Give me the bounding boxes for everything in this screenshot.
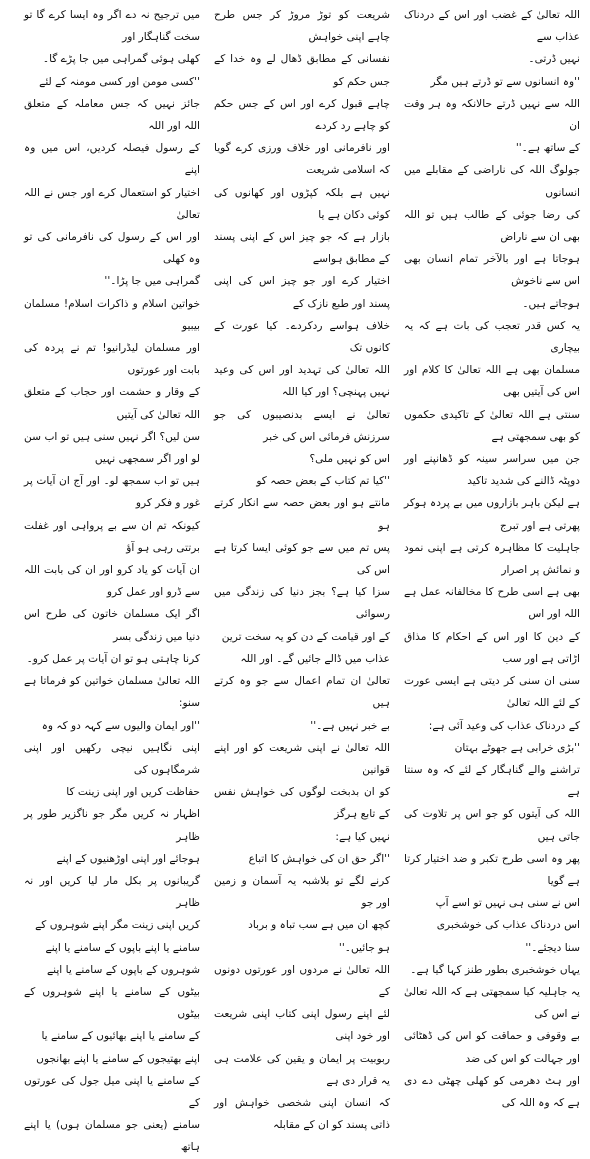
text-line: ربوبیت پر ایمان و یقین کی علامت ہی یہ قرار دی ہے (214, 1052, 390, 1087)
text-line: جائز نہیں کہ جس معاملہ کے متعلق اللہ اور اللہ (24, 97, 200, 133)
text-line: نہیں کیا ہے: (335, 830, 390, 843)
text-line: جن میں سراسر سینہ کو ڈھانپنے اور دوپٹہ ڈالنے کی شدید تاکید (404, 453, 580, 488)
text-line: ان آیات کو یاد کرو اور ان کی بابت اللہ سے ڈرو اور عمل کرو (24, 564, 200, 599)
text-columns (6, 4, 584, 1154)
text-line: جاہلیت کا مظاہرہ کرتی ہے اپنی نمود و نمائش پر اصرار (404, 541, 580, 577)
text-line: اپنی نگاہیں نیچی رکھیں اور اپنی شرمگاہوں کی (24, 741, 200, 776)
text-line: اس کو نہیں ملی؟ (309, 453, 390, 466)
text-column-left (20, 4, 204, 1154)
text-line: بے خبر نہیں ہے۔'' (310, 719, 390, 732)
text-line: لئے اپنے رسول اپنی کتاب اپنی شریعت اور خود اپنی (214, 1008, 390, 1043)
text-line: اللہ تعالیٰ نے اپنی شریعت کو اور اپنے قوانین (214, 741, 390, 776)
column-gutter (204, 4, 210, 759)
text-line: کی رضا جوئی کے طالب ہیں تو اللہ بھی ان سے ناراض (404, 208, 580, 244)
text-line: یہ جاہلیہ کیا سمجھتی ہے کہ اللہ تعالیٰ نے اس کی (404, 985, 580, 1021)
text-line: اور ہٹ دھرمی کو کھلی چھٹی دے دی ہے کہ وہ اللہ کی (404, 1074, 580, 1109)
text-line: مانتے ہو اور بعض حصہ سے انکار کرتے ہو (214, 497, 390, 532)
text-line: کریں اپنی زینت مگر اپنے شوہروں کے (35, 919, 200, 932)
text-line: اس نے سنی ہی نہیں تو اسے آپ (435, 897, 580, 910)
text-line: بیٹوں کے سامنے یا اپنے شوہروں کے بیٹوں (24, 985, 200, 1021)
text-line: کے وقار و حشمت اور حجاب کے متعلق اللہ تعالیٰ کی آیتیں (24, 386, 200, 421)
text-line: تعالیٰ ان تمام اعمال سے جو وہ کرتے ہیں (214, 675, 390, 710)
text-line: ''کیا تم کتاب کے بعض حصہ کو (256, 475, 390, 488)
text-line: کچھ ان میں ہے سب تباہ و برباد (248, 919, 390, 932)
text-line: کرنے لگے تو بلاشبہ یہ آسمان و زمین اور جو (214, 874, 390, 910)
text-line: نہیں ہے بلکہ کپڑوں اور کھانوں کی کوئی دکان ہے یا (214, 186, 390, 221)
text-line: تعالیٰ نے ایسے بدنصیبوں کی جو سرزنش فرمائی اس کی خبر (214, 408, 390, 443)
text-line: پس تم میں سے جو کوئی ایسا کرتا ہے اس کی (214, 541, 390, 577)
text-line: کے رسول فیصلہ کردیں، اس میں وہ اپنے (24, 142, 200, 177)
text-line: اظہار نہ کریں مگر جو ناگزیر طور پر ظاہر (24, 808, 200, 843)
text-line: اختیار کو استعمال کرے اور جس نے اللہ تعالیٰ (24, 186, 200, 221)
text-line: یہاں خوشخبری بطور طنز کہا گیا ہے۔ (410, 963, 580, 976)
text-line: کھلی ہوئی گمراہی میں جا پڑے گا۔ (42, 53, 200, 66)
text-line: سامنے (یعنی جو مسلمان ہوں) یا اپنے ہاتھ (24, 1119, 200, 1154)
text-line: اللہ کی آیتوں کو جو اس پر تلاوت کی جاتی ہیں (404, 808, 580, 843)
text-line: اختیار کرے اور جو چیز اس کی اپنی پسند اور طبع نازک کے (214, 275, 390, 310)
column-gutter (394, 4, 400, 759)
text-line: سزا کیا ہے؟ بجز دنیا کی زندگی میں رسوائی (214, 586, 390, 621)
text-column-middle (210, 4, 394, 1132)
text-line: ہوجاتا ہے اور بالآخر تمام انسان بھی اس سے ناخوش (404, 253, 580, 288)
text-line: اگر ایک مسلمان خاتون کی طرح اس دنیا میں زندگی بسر (24, 608, 200, 643)
text-line: شوہروں کے باپوں کے سامنے یا اپنے (46, 963, 200, 976)
text-line: ''وہ انسانوں سے تو ڈرتے ہیں مگر (430, 75, 580, 88)
text-line: نفسانی کے مطابق ڈھال لے وہ خدا کے جس حکم کو (214, 53, 390, 88)
text-line: کے ساتھ ہے۔'' (515, 142, 580, 155)
text-line: شریعت کو توڑ مروڑ کر جس طرح چاہے اپنی خواہش (214, 9, 390, 44)
text-line: بھی ہے اسی طرح کا مخالفانہ عمل ہے اللہ اور اس (404, 586, 580, 621)
text-line: بازار ہے کہ جو چیز اس کے اپنی پسند کے مطابق ہواسے (214, 231, 390, 266)
text-line: اور مسلمان لیڈرانیو! تم نے پردہ کی بابت اور عورتوں (24, 342, 200, 377)
text-line: ''اور ایمان والیوں سے کہہ دو کہ وہ (41, 719, 200, 732)
text-line: میں ترجیح نہ دے اگر وہ ایسا کرے گا تو سخت گناہگار اور (24, 9, 200, 44)
text-line: بے وقوفی و حماقت کو اس کی ڈھٹائی اور جہالت کو اس کی ضد (404, 1030, 580, 1065)
text-line: کرنا چاہتی ہو تو ان آیات پر عمل کرو۔ (26, 652, 200, 665)
text-line: کے دردناک عذاب کی وعید آئی ہے: (428, 719, 580, 732)
text-line: نہیں ڈرتی۔ (528, 53, 580, 66)
text-line: سنتی ہے اللہ تعالیٰ کے تاکیدی حکموں کو بھی سمجھتی ہے (404, 408, 580, 443)
text-line: گمراہی میں جا پڑا۔'' (104, 275, 200, 288)
text-line: کے دین کا اور اس کے احکام کا مذاق اڑاتی ہے اور سب (404, 630, 580, 665)
text-line: ہیں تو اب سمجھ لو۔ اور آج ان آیات پر غور و فکر کرو (24, 475, 200, 510)
text-line: عذاب میں ڈالے جائیں گے۔ اور اللہ (240, 652, 390, 665)
text-line: ہوجائے اور اپنی اوڑھنیوں کے اپنے (56, 852, 200, 865)
text-line: کہ انسان اپنی شخصی خواہش اور ذاتی پسند کو ان کے مقابلہ (214, 1096, 390, 1132)
text-line: کو ان بدبخت لوگوں کی خواہش نفس کے تابع ہرگز (214, 786, 390, 821)
text-line: سامنے یا اپنے باپوں کے سامنے یا اپنے (45, 941, 200, 954)
text-line: چاہے قبول کرے اور اس کے جس حکم کو چاہے رد کردے (214, 97, 390, 133)
text-line: اس دردناک عذاب کی خوشخبری (436, 919, 580, 932)
text-line: ''بڑی خرابی ہے جھوٹے بہتان (454, 741, 580, 754)
text-column-right (400, 4, 584, 1109)
text-line: کے اور قیامت کے دن کو یہ سخت ترین (221, 630, 390, 643)
text-line: سن لیں؟ اگر نہیں سنی ہیں تو اب سن لو اور اگر سمجھی نہیں (24, 430, 200, 466)
text-line: اللہ تعالیٰ کی تہدید اور اس کی وعید نہیں پہنچی؟ اور کیا اللہ (214, 364, 390, 399)
text-line: جولوگ اللہ کی ناراضی کے مقابلے میں انسانوں (404, 164, 580, 199)
text-line: مسلمان بھی ہے اللہ تعالیٰ کا کلام اور اس کی آیتیں بھی (404, 364, 580, 399)
text-line: سنی ان سنی کر دیتی ہے ایسی عورت کے لئے اللہ تعالیٰ (404, 675, 580, 710)
text-line: اپنے بھتیجوں کے سامنے یا اپنے بھانجوں (36, 1052, 200, 1065)
text-line: ''کسی مومن اور کسی مومنہ کے لئے (39, 75, 200, 88)
text-line: تراشنے والے گناہگار کے لئے کہ وہ سنتا ہے (404, 763, 580, 799)
text-line: خلاف ہواسے ردکردے۔ کیا عورت کے کانوں تک (214, 319, 390, 355)
text-line: اور نافرمانی اور خلاف ورزی کرے گویا کہ اسلامی شریعت (214, 142, 390, 177)
text-line: اور اس کے رسول کی نافرمانی کی تو وہ کھلی (24, 231, 200, 266)
text-line: یہ کس قدر تعجب کی بات ہے کہ یہ بیچاری (404, 319, 580, 355)
text-line: کے سامنے یا اپنی میل جول کی عورتوں کے (24, 1074, 200, 1109)
text-line: ہو جائیں۔'' (338, 941, 390, 954)
text-line: ''اگر حق ان کی خواہش کا اتباع (248, 852, 390, 865)
text-line: کیونکہ تم ان سے بے پرواہی اور غفلت برتتی رہی ہو آؤ (24, 519, 200, 554)
text-line: ہے لیکن باہر بازاروں میں بے پردہ ہوکر پھرتی ہے اور تبرج (404, 497, 580, 532)
text-line: حفاظت کریں اور اپنی زینت کا (66, 786, 200, 799)
text-line: ہوجاتے ہیں۔ (522, 297, 580, 310)
text-line: پھر وہ اسی طرح تکبر و ضد اختیار کرتا ہے گویا (404, 852, 580, 887)
text-line: خواتین اسلام و ذاکرات اسلام! مسلمان بیبیو (24, 297, 200, 332)
text-line: اللہ سے نہیں ڈرتے حالانکہ وہ ہر وقت ان (404, 97, 580, 133)
text-line: سنا دیجئے۔'' (525, 941, 580, 954)
text-line: گریبانوں پر بکل مار لیا کریں اور نہ ظاہر (24, 874, 200, 910)
text-line: اللہ تعالیٰ نے مردوں اور عورتوں دونوں کے (214, 963, 390, 998)
text-line: کے سامنے یا اپنے بھائیوں کے سامنے یا (41, 1030, 200, 1043)
text-line: اللہ تعالیٰ مسلمان خواتین کو فرماتا ہے سنو: (24, 675, 200, 710)
text-line: اللہ تعالیٰ کے غضب اور اس کے دردناک عذاب سے (404, 9, 580, 44)
